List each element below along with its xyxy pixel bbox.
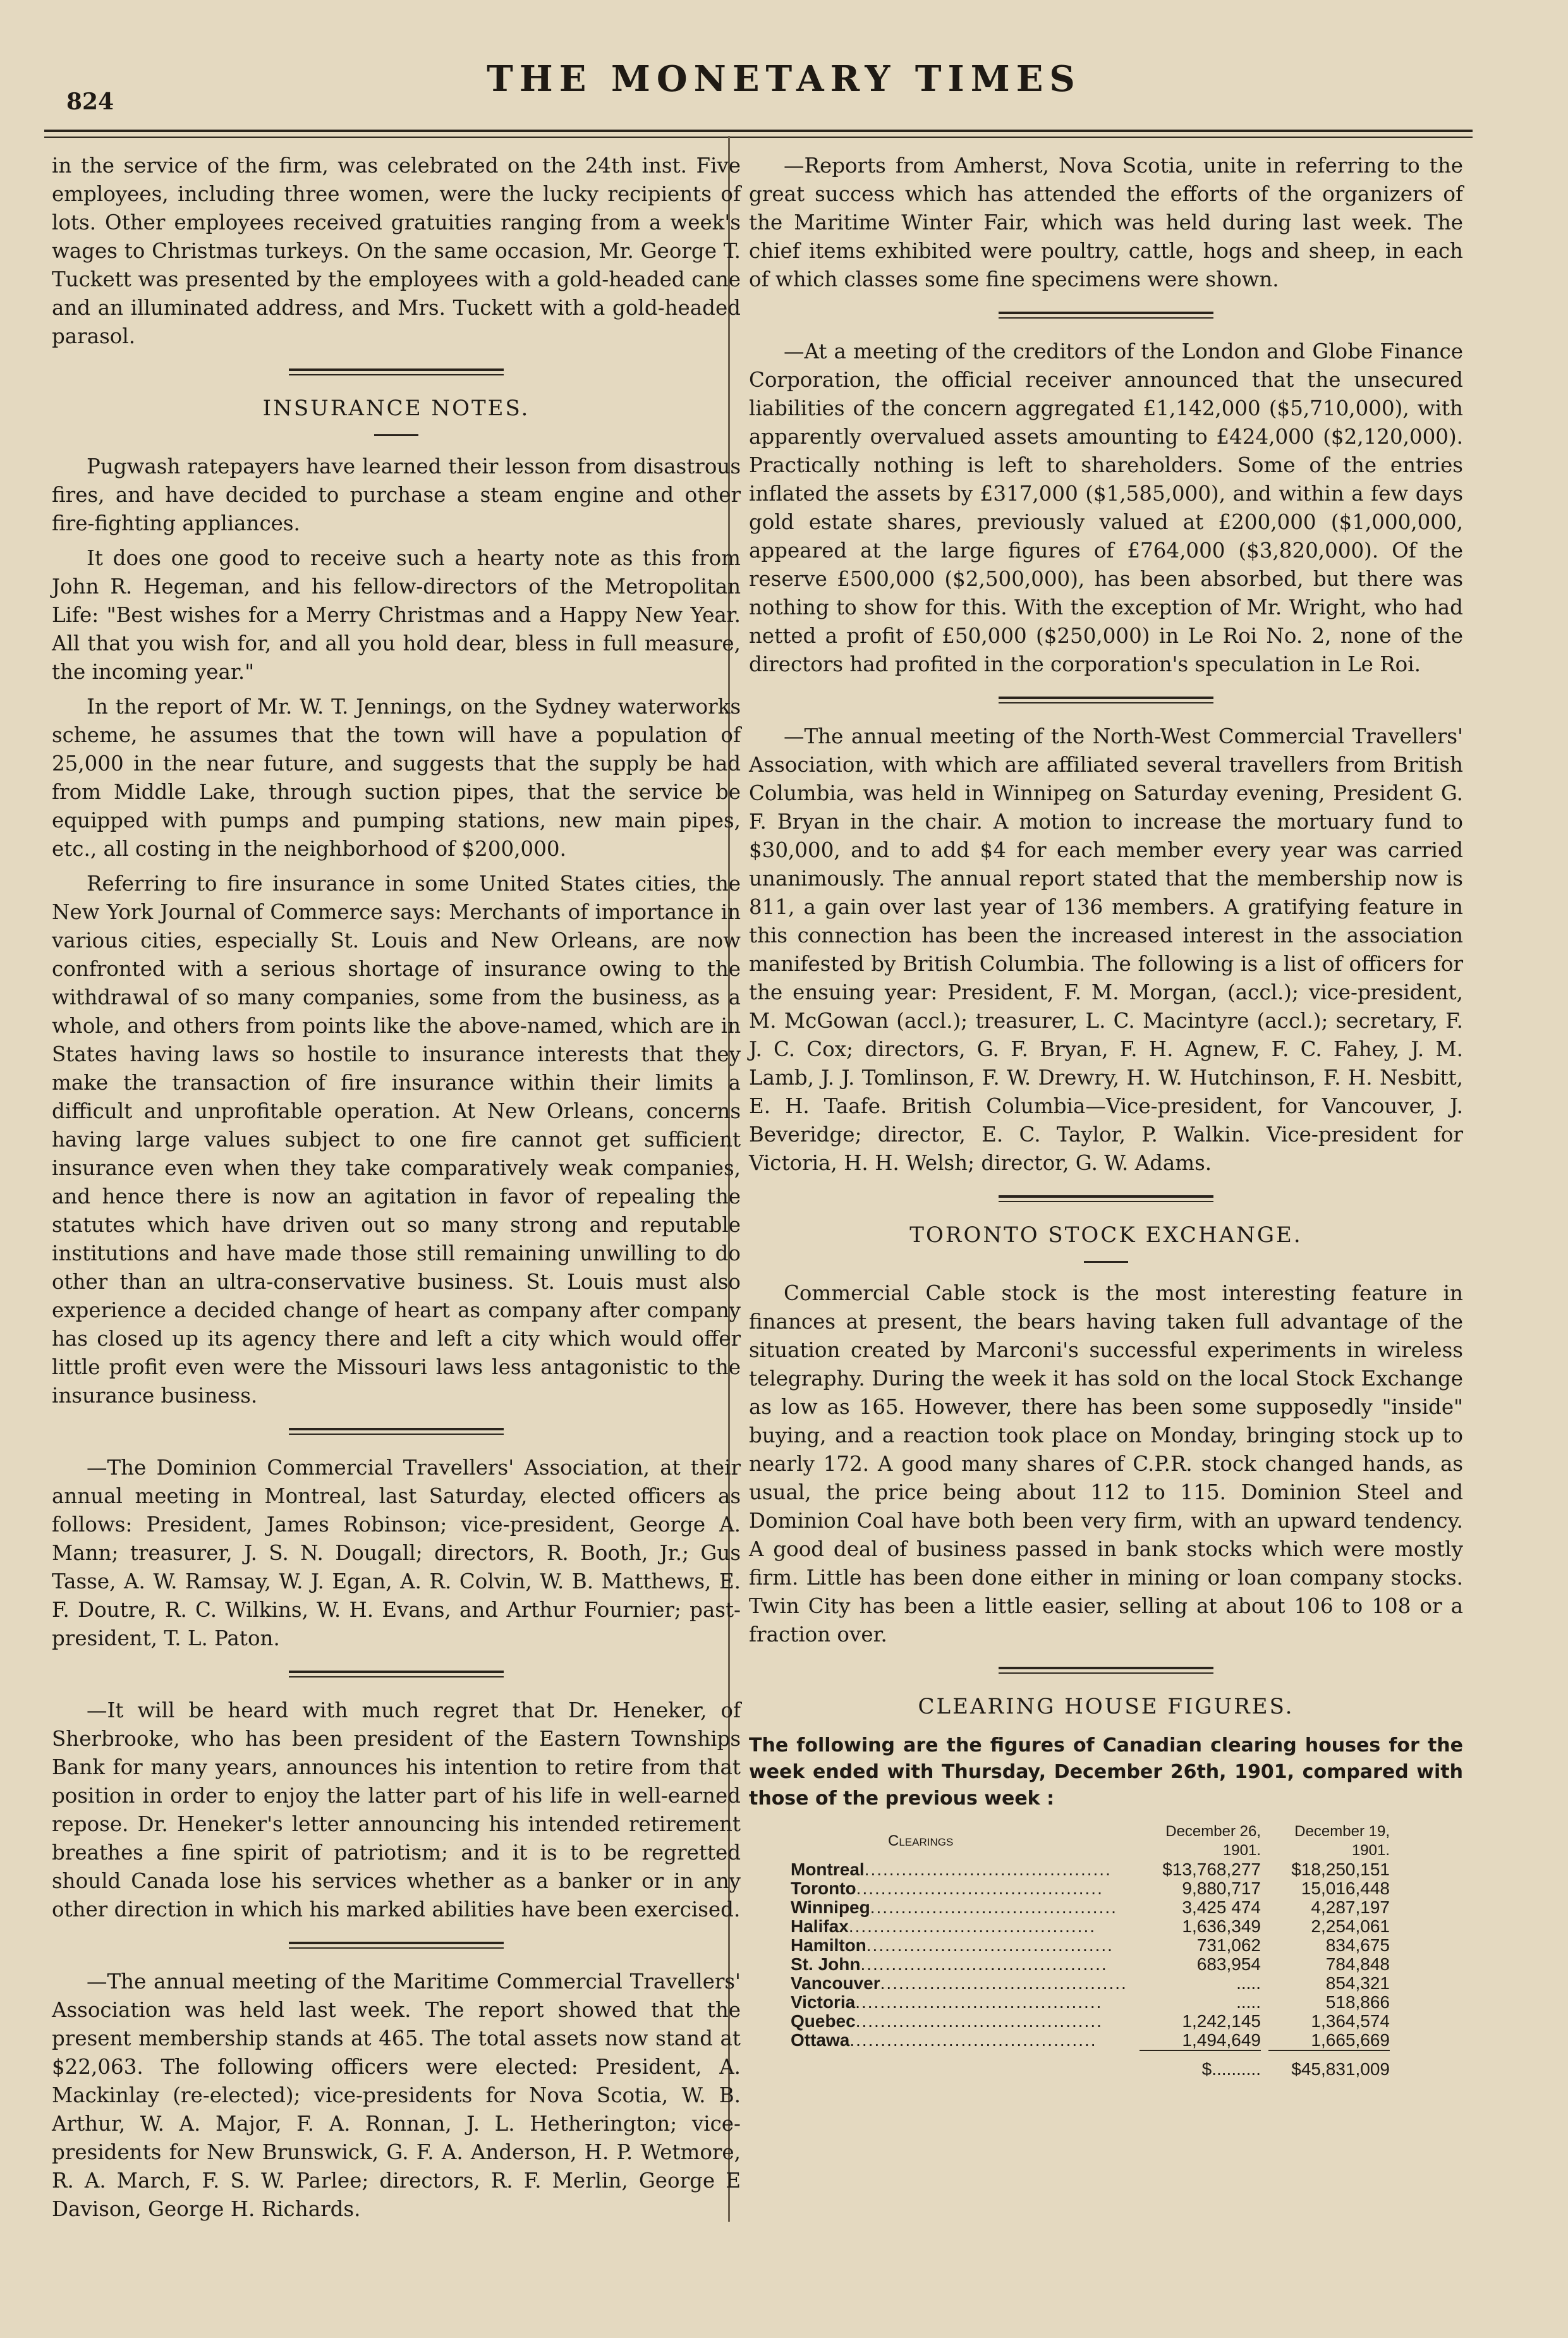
table-row: Hamilton........................................ 731,062 834,675	[787, 1936, 1394, 1955]
table-row: St. John........................................ 683,954 784,848	[787, 1955, 1394, 1974]
page-number: 824	[66, 88, 114, 115]
paragraph: —The annual meeting of the North-West Commercial Travellers' Association, with which are affiliated several travellers from British Columbia, was held in Winnipeg on Saturday evening, President G. F. Bryan in the chair. A motion to increase the mortuary fund to $30,000, and to add $4 for each member every year was carried unanimously. The annual report stated that the membership now is 811, a gain over last year of 136 members. A gratifying feature in this connection has been the increased interest in the association manifested by British Columbia. The following is a list of officers for the ensuing year: President, F. M. Morgan, (accl.); vice-president, M. McGowan (accl.); treasurer, L. C. Macintyre (accl.); secretary, F. J. C. Cox; directors, G. F. Bryan, F. H. Agnew, F. C. Fahey, J. M. Lamb, J. J. Tomlinson, F. W. Drewry, H. W. Hutchinson, F. H. Nesbitt, E. H. Taafe. British Columbia—Vice-president, for Vancouver, J. Beveridge; director, E. C. Taylor, P. Walkin. Vice-president for Victoria, H. H. Welsh; director, G. W. Adams.	[749, 724, 1463, 1175]
city-name: Victoria	[791, 1993, 856, 2012]
city-name: Montreal	[791, 1860, 865, 1879]
table-row: Halifax........................................ 1,636,349 2,254,061	[787, 1917, 1394, 1936]
value-dec26: 1,494,649	[1182, 2030, 1261, 2050]
value-dec26: .....	[1236, 1992, 1261, 2012]
section-separator	[289, 1671, 504, 1677]
clearings-label: Clearings	[888, 1832, 954, 1849]
value-dec19: 834,675	[1325, 1935, 1390, 1955]
section-separator	[999, 1195, 1213, 1202]
paragraph: —The Dominion Commercial Travellers' Association, at their annual meeting in Montreal, last Saturday, elected officers as follows: President, James Robinson; vice-president, George A. Mann; treasurer, J. S. N. Dougall; directors, R. Booth, Jr.; Gus Tasse, A. W. Ramsay, W. J. Egan, A. R. Colvin, W. B. Matthews, E. F. Doutre, R. C. Wilkins, W. H. Evans, and Arthur Fournier; past-president, T. L. Paton.	[52, 1456, 741, 1650]
paragraph: Referring to fire insurance in some United States cities, the New York Journal of Commerce says: Merchants of importance in various cities, especially St. Louis and New Orleans, are now confronted with a serious shortage of insurance owing to the withdrawal of so many companies, some from the business, as a whole, and others from points like the above-named, which are in States having laws so hostile to insurance interests that they make the transaction of fire insurance within their limits a difficult and unprofitable operation. At New Orleans, concerns having large values subject to one fire cannot get sufficient insurance even when they take comparatively weak companies, and hence there is now an agitation in favor of repealing the statutes which have driven out so many strong and reputable institutions and have made those still remaining unwilling to do other than an ultra-conservative business. St. Louis must also experience a decided change of heart as company after company has closed up its agency there and left a city which would offer little profit even were the Missouri laws less antagonistic to the insurance business.	[52, 872, 741, 1408]
heading-rule	[374, 434, 418, 436]
paragraph: —The annual meeting of the Maritime Commercial Travellers' Association was held last week. The report showed that the present membership stands at 465. The total assets now stand at $22,063. The following officers were elected: President, A. Mackinlay (re-elected); vice-presidents for Nova Scotia, W. B. Arthur, W. A. Major, F. A. Ronnan, J. L. Hetherington; vice-presidents for New Brunswick, G. F. A. Anderson, H. P. Wetmore, R. A. March, F. S. W. Parlee; directors, R. F. Merlin, George E Davison, George H. Richards.	[52, 1970, 741, 2221]
city-name: Quebec	[791, 2012, 856, 2031]
column-header-dec19: December 19, 1901.	[1294, 1823, 1390, 1859]
clearing-house-heading: CLEARING HOUSE FIGURES.	[918, 1694, 1294, 1719]
city-name: Halifax	[791, 1917, 849, 1936]
value-dec19: 4,287,197	[1311, 1897, 1390, 1917]
header-rule	[44, 130, 1473, 132]
city-name: Hamilton	[791, 1936, 866, 1955]
table-header-row	[787, 1822, 1394, 1860]
paragraph: —It will be heard with much regret that Dr. Heneker, of Sherbrooke, who has been president of the Eastern Townships Bank for many years, announces his intention to retire from that position in order to enjoy the latter part of his life in well-earned repose. Dr. Heneker's letter announcing his intended retirement breathes a fine spirit of patriotism; and it is to be regretted should Canada lose his services whether as a banker or in any other direction in which his marked abilities have been exercised.	[52, 1698, 741, 1921]
section-separator	[289, 368, 504, 375]
value-dec26: 9,880,717	[1182, 1878, 1261, 1898]
paragraph: In the report of Mr. W. T. Jennings, on the Sydney waterworks scheme, he assumes that the town will have a population of 25,000 in the near future, and suggests that the supply be had from Middle Lake, through suction pipes, that the service be equipped with pumps and pumping stations, new main pipes, etc., all costing in the neighborhood of $200,000.	[52, 695, 741, 861]
paragraph: It does one good to receive such a hearty note as this from John R. Hegeman, and his fellow-directors of the Metropolitan Life: "Best wishes for a Merry Christmas and a Happy New Year. All that you wish for, and all you hold dear, bless in full measure, the incoming year."	[52, 546, 741, 684]
value-dec19: 784,848	[1325, 1954, 1390, 1974]
value-dec19: 1,364,574	[1311, 2011, 1390, 2031]
section-separator	[999, 1667, 1213, 1674]
section-separator	[999, 312, 1213, 319]
value-dec19: 518,866	[1325, 1992, 1390, 2012]
value-dec26: 1,636,349	[1182, 1916, 1261, 1936]
right-column	[749, 152, 1463, 2079]
city-name: Ottawa	[791, 2031, 850, 2050]
total-dec19: $45,831,009	[1291, 2059, 1390, 2079]
value-dec26: 1,242,145	[1182, 2011, 1261, 2031]
table-row: Quebec........................................ 1,242,145 1,364,574	[787, 2012, 1394, 2031]
column-header-dec26: December 26, 1901.	[1165, 1823, 1261, 1859]
city-name: Winnipeg	[791, 1898, 870, 1917]
masthead: THE MONETARY TIMES	[487, 58, 1081, 100]
table-row: Vancouver........................................ ..... 854,321	[787, 1974, 1394, 1993]
city-name: Vancouver	[791, 1974, 880, 1993]
header-rule-thin	[44, 137, 1473, 138]
section-separator	[999, 697, 1213, 703]
value-dec26: 731,062	[1196, 1935, 1261, 1955]
stock-exchange-heading: TORONTO STOCK EXCHANGE.	[909, 1222, 1303, 1248]
heading-rule	[1084, 1261, 1128, 1263]
value-dec19: 1,665,669	[1311, 2030, 1390, 2050]
table-row: Montreal........................................ $13,768,277 $18,250,151	[787, 1860, 1394, 1879]
city-name: Toronto	[791, 1879, 856, 1898]
paragraph: —At a meeting of the creditors of the London and Globe Finance Corporation, the official receiver announced that the unsecured liabilities of the concern aggregated £1,142,000 ($5,710,000), with apparently overvalued assets amounting to £424,000 ($2,120,000). Practically nothing is left to shareholders. Some of the entries inflated the assets by £317,000 ($1,585,000), and within a few days gold estate shares, previously valued at £200,000 ($1,000,000, appeared at the large figures of £764,000 ($3,820,000). Of the reserve £500,000 ($2,500,000), has been absorbed, but there was nothing to show for this. With the exception of Mr. Wright, who had netted a profit of £50,000 ($250,000) in Le Roi No. 2, none of the directors had profited in the corporation's speculation in Le Roi.	[749, 339, 1463, 676]
paragraph: Pugwash ratepayers have learned their lesson from disastrous fires, and have decided to purchase a steam engine and other fire-fighting appliances.	[52, 454, 741, 535]
paragraph: Commercial Cable stock is the most interesting feature in finances at present, the bears having taken full advantage of the situation created by Marconi's successful experiments in wireless telegraphy. During the week it has sold on the local Stock Exchange as low as 165. However, there has been some supposedly "inside" buying, and a reaction took place on Monday, bringing stock up to nearly 172. A good many shares of C.P.R. stock changed hands, as usual, the price being about 112 to 115. Dominion Steel and Dominion Coal have both been very firm, with an upward tendency. A good deal of business passed in bank stocks which were mostly firm. Little has been done either in mining or loan company stocks. Twin City has been a little easier, selling at about 106 to 108 or a fraction over.	[749, 1281, 1463, 1647]
table-row: Toronto........................................ 9,880,717 15,016,448	[787, 1879, 1394, 1898]
value-dec19: $18,250,151	[1291, 1860, 1390, 1879]
total-row	[787, 2051, 1394, 2079]
section-separator	[289, 1942, 504, 1949]
table-row: Ottawa........................................ 1,494,649 1,665,669	[787, 2031, 1394, 2050]
total-dec26: $..........	[1201, 2059, 1261, 2079]
table-row: Victoria........................................ ..... 518,866	[787, 1993, 1394, 2012]
city-name: St. John	[791, 1955, 861, 1974]
paragraph: in the service of the firm, was celebrated on the 24th inst. Five employees, including three women, were the lucky recipients of lots. Other employees received gratuities ranging from a week's wages to Christmas turkeys. On the same occasion, Mr. George T. Tuckett was presented by the employees with a gold-headed cane and an illuminated address, and Mrs. Tuckett with a gold-headed parasol.	[52, 154, 741, 348]
value-dec26: $13,768,277	[1162, 1860, 1261, 1879]
value-dec19: 2,254,061	[1311, 1916, 1390, 1936]
value-dec19: 15,016,448	[1301, 1878, 1390, 1898]
section-separator	[289, 1428, 504, 1435]
clearing-intro: The following are the figures of Canadian clearing houses for the week ended with Thursday, December 26th, 1901, compared with those of the previous week :	[749, 1734, 1463, 1810]
clearing-table	[787, 1822, 1394, 2079]
value-dec26: 3,425 474	[1182, 1897, 1261, 1917]
table-row: Winnipeg........................................ 3,425 474 4,287,197	[787, 1898, 1394, 1917]
left-column	[52, 152, 741, 2230]
value-dec26: 683,954	[1196, 1954, 1261, 1974]
value-dec26: .....	[1236, 1973, 1261, 1993]
value-dec19: 854,321	[1325, 1973, 1390, 1993]
insurance-notes-heading: INSURANCE NOTES.	[262, 396, 530, 421]
paragraph: —Reports from Amherst, Nova Scotia, unite in referring to the great success which has attended the efforts of the organizers of the Maritime Winter Fair, which was held during last week. The chief items exhibited were poultry, cattle, hogs and sheep, in each of which classes some fine specimens were shown.	[749, 154, 1463, 291]
